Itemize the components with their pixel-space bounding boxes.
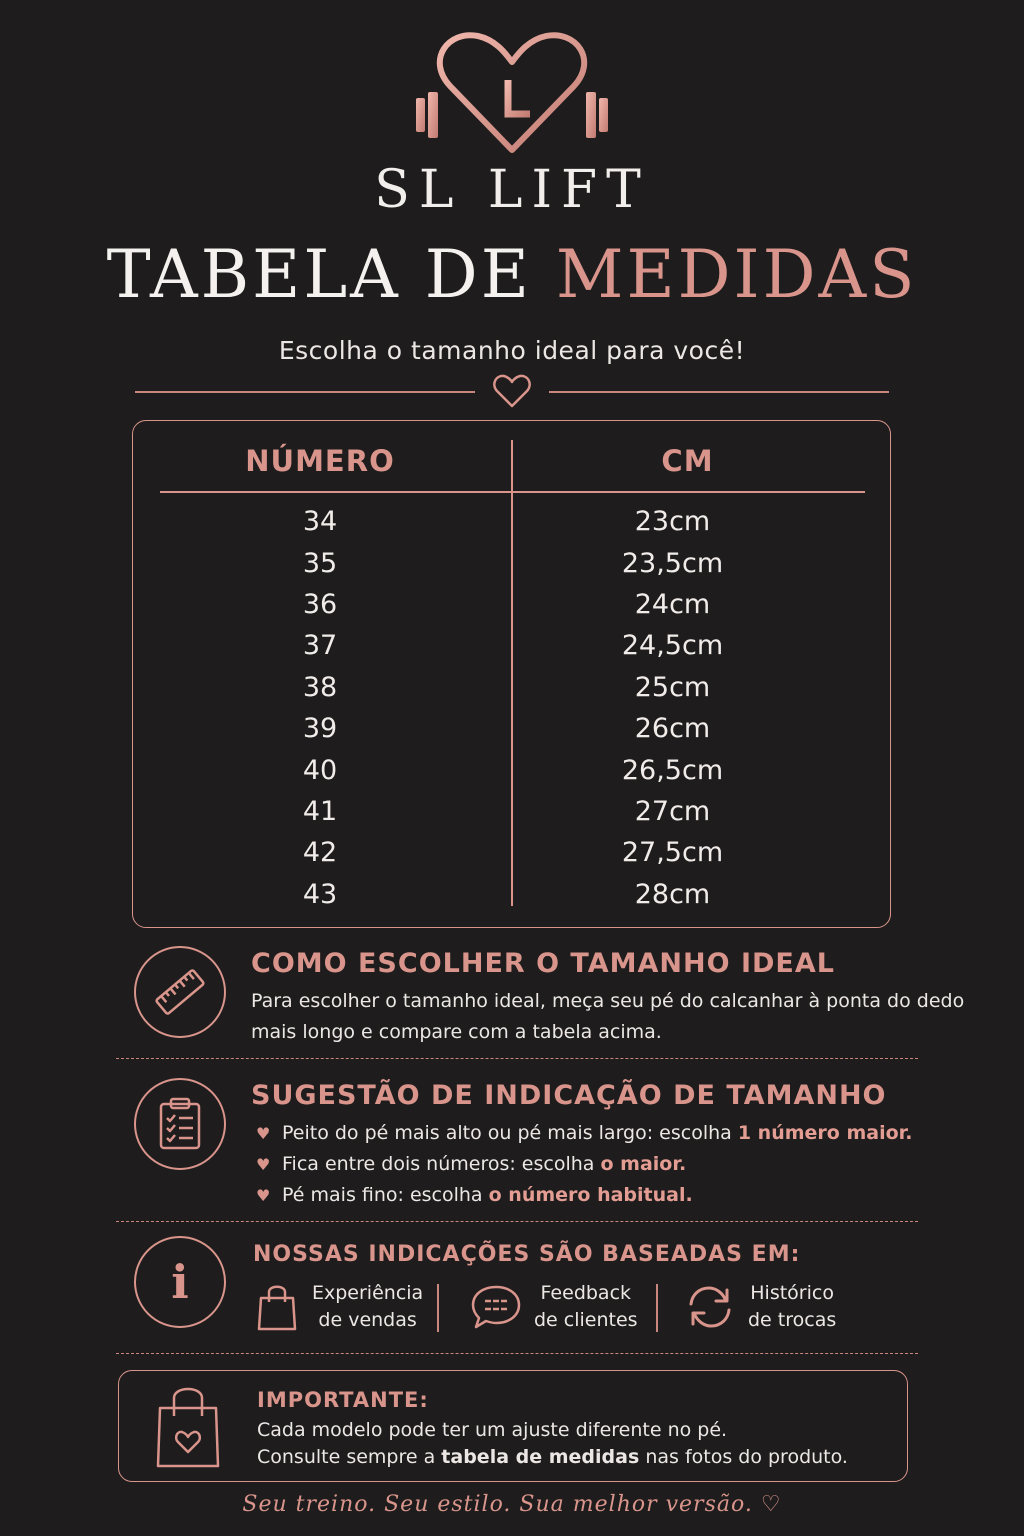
cell-cm: 26cm [634, 713, 711, 745]
table-body [160, 501, 865, 915]
feature-label-2: de trocas [748, 1309, 837, 1331]
subtitle: Escolha o tamanho ideal para você! [278, 336, 746, 365]
feature-sales [256, 1280, 423, 1334]
cell-number: 35 [302, 547, 338, 579]
suggestion-highlight: 1 número maior. [737, 1122, 913, 1144]
feature-label-2: de clientes [534, 1309, 638, 1331]
cell-cm: 24,5cm [621, 630, 724, 662]
heart-bullet-icon: ♥ [256, 1124, 271, 1143]
important-text-2 [257, 1443, 848, 1471]
divider-right [549, 391, 889, 393]
table-row [160, 749, 865, 790]
cell-number: 43 [302, 878, 338, 910]
heart-bag-icon [154, 1382, 222, 1470]
brand-name: SL LIFT [374, 160, 650, 220]
section-divider [116, 1221, 918, 1222]
cell-number: 40 [302, 754, 338, 786]
cell-cm: 27cm [634, 795, 711, 827]
suggestion-text: Pé mais fino: escolha [282, 1184, 483, 1206]
how-to-text-2: mais longo e compare com a tabela acima. [251, 1021, 662, 1043]
important-text-highlight: tabela de medidas [441, 1446, 640, 1468]
cell-cm: 28cm [634, 878, 711, 910]
cell-number: 42 [302, 837, 338, 869]
table-row [160, 584, 865, 625]
cell-number: 41 [302, 795, 338, 827]
how-to-text-1: Para escolher o tamanho ideal, meça seu pé do calcanhar à ponta do dedo [251, 990, 965, 1012]
feature-label-1: Experiência [312, 1282, 424, 1304]
feature-separator [656, 1284, 658, 1332]
heart-bullet-icon: ♥ [256, 1155, 271, 1174]
important-text-pre: Consulte sempre a [257, 1446, 442, 1468]
shopping-bag-icon [256, 1282, 298, 1332]
cell-number: 37 [302, 630, 338, 662]
list-item [256, 1180, 913, 1211]
chat-bubble-icon [470, 1283, 522, 1331]
table-row [160, 791, 865, 832]
table-row [160, 625, 865, 666]
page-title [0, 236, 1024, 313]
divider-left [135, 391, 475, 393]
heart-bullet-icon: ♥ [256, 1186, 271, 1205]
heart-icon [492, 372, 532, 410]
important-text-post: nas fotos do produto. [639, 1446, 848, 1468]
title-part2: MEDIDAS [555, 236, 918, 313]
table-row [160, 874, 865, 915]
feature-label-2: de vendas [318, 1309, 417, 1331]
feature-separator [437, 1284, 439, 1332]
important-text-1: Cada modelo pode ter um ajuste diferente no pé. [257, 1419, 728, 1441]
ruler-icon [134, 946, 226, 1038]
cell-number: 38 [302, 671, 338, 703]
cell-cm: 27,5cm [621, 837, 724, 869]
section-divider [116, 1058, 918, 1059]
how-to-title: COMO ESCOLHER O TAMANHO IDEAL [251, 948, 835, 979]
based-on-title: NOSSAS INDICAÇÕES SÃO BASEADAS EM: [253, 1242, 801, 1267]
table-row [160, 832, 865, 873]
cell-cm: 25cm [634, 671, 711, 703]
cell-cm: 23,5cm [621, 547, 724, 579]
list-item [256, 1149, 913, 1180]
cell-cm: 26,5cm [621, 754, 724, 786]
cell-number: 36 [302, 588, 338, 620]
suggestion-title: SUGESTÃO DE INDICAÇÃO DE TAMANHO [251, 1080, 887, 1111]
cell-number: 34 [302, 506, 338, 538]
table-header-cm: CM [661, 444, 714, 478]
cell-cm: 24cm [634, 588, 711, 620]
info-icon: i [134, 1236, 226, 1328]
clipboard-checklist-icon [134, 1078, 226, 1170]
table-row [160, 501, 865, 542]
cell-cm: 23cm [634, 506, 711, 538]
suggestion-highlight: o número habitual. [488, 1184, 693, 1206]
suggestion-list [256, 1118, 913, 1211]
important-title: IMPORTANTE: [257, 1388, 429, 1412]
feature-exchanges [686, 1280, 836, 1334]
feature-feedback [470, 1280, 638, 1334]
brand-logo-icon [412, 28, 612, 158]
table-row [160, 542, 865, 583]
suggestion-highlight: o maior. [600, 1153, 687, 1175]
refresh-icon [686, 1283, 734, 1331]
table-row [160, 667, 865, 708]
section-divider [116, 1353, 918, 1354]
table-header-line [160, 491, 865, 493]
suggestion-text: Peito do pé mais alto ou pé mais largo: escolha [282, 1122, 732, 1144]
footer-tagline: Seu treino. Seu estilo. Sua melhor versão. ♡ [242, 1492, 782, 1517]
title-part1: TABELA DE [106, 236, 532, 313]
feature-label-1: Histórico [750, 1282, 834, 1304]
table-row [160, 708, 865, 749]
cell-number: 39 [302, 713, 338, 745]
list-item [256, 1118, 913, 1149]
suggestion-text: Fica entre dois números: escolha [282, 1153, 595, 1175]
table-header-number: NÚMERO [245, 444, 395, 478]
feature-label-1: Feedback [540, 1282, 632, 1304]
